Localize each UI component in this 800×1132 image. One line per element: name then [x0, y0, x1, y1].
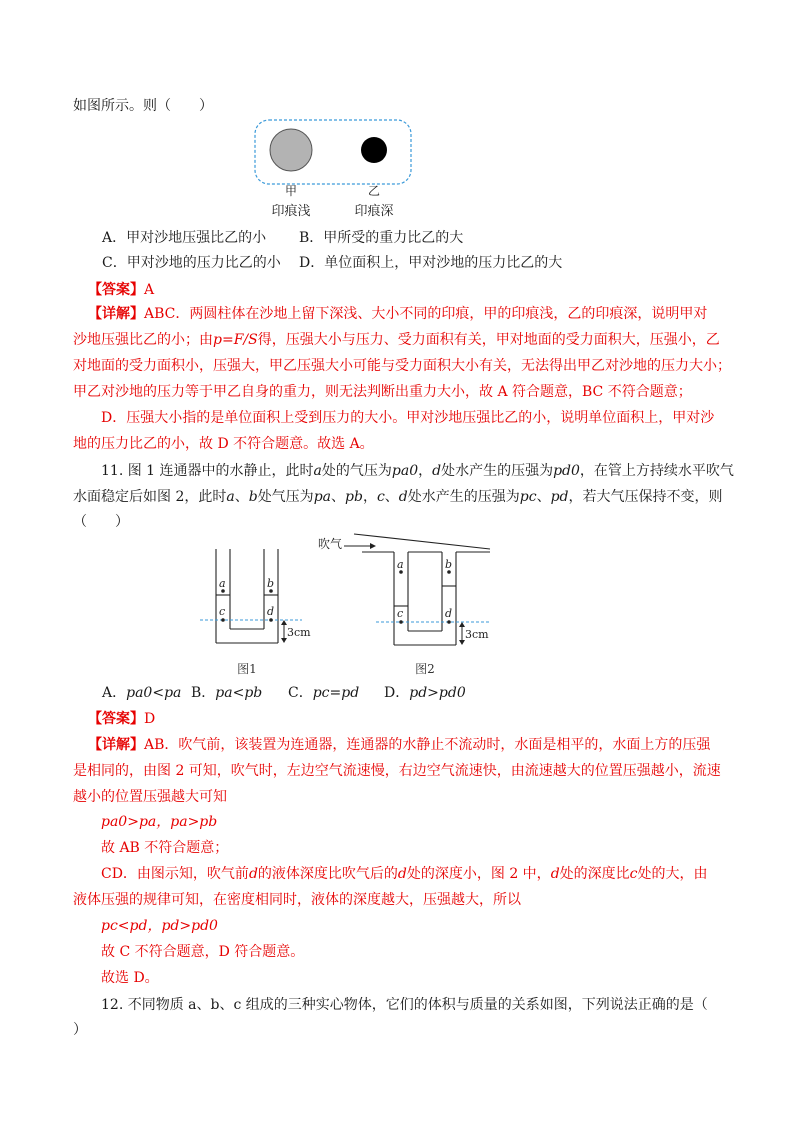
q11-option-b: B．pa<pb [191, 685, 263, 701]
q10-stem-tail: 如图所示。则（ ） [73, 98, 213, 114]
height-label: 3cm [465, 628, 489, 641]
q12-stem-line-1: 12. 不同物质 a、b、c 组成的三种实心物体，它们的体积与质量的关系如图，下列说法正确的是（ [101, 997, 708, 1013]
fig2-caption: 图2 [415, 662, 435, 676]
q10-detail-line-3: 对地面的受力面积小，压强大，甲乙压强大小可能与受力面积大小有关，无法得出甲乙对沙地的压力大小； [73, 358, 731, 374]
answer-value: D [144, 711, 156, 727]
q10-detail-line-4: 甲乙对沙地的压力等于甲乙自身的重力，则无法判断出重力大小，故 A 符合题意，BC 不符合题意； [73, 384, 692, 400]
q11-detail-line-3: 越小的位置压强越大可知 [73, 789, 227, 805]
detail-text: 沙地压强比乙的小；由 [73, 332, 213, 348]
blow-label: 吹气 [318, 537, 343, 551]
detail-tag: 【详解】 [88, 306, 144, 322]
fig1-caption: 图1 [237, 662, 257, 676]
point-b-label: b [267, 577, 275, 590]
label-jia-note: 印痕浅 [271, 204, 311, 219]
q11-figure-2 [310, 528, 500, 676]
answer-value: A [144, 282, 155, 298]
answer-tag: 【答案】 [88, 711, 144, 727]
q10-option-d: D．单位面积上，甲对沙地的压力比乙的大 [299, 255, 563, 271]
q12-stem-line-2: ） [73, 1022, 87, 1038]
q11-option-c: C．pc=pd [288, 685, 360, 701]
q11-option-a: A．pa0<pa [102, 685, 182, 701]
q11-figure-1 [196, 545, 311, 676]
q11-detail-line-6: CD．由图示知，吹气前d的液体深度比吹气后的d处的深度小，图 2 中，d处的深度比c处的大，由 [101, 866, 708, 882]
imprint-yi [361, 137, 387, 163]
q10-detail-line-2 [73, 330, 720, 350]
q11-option-d: D．pd>pd0 [384, 685, 466, 701]
point-a-label: a [397, 558, 404, 571]
q11-stem-line-2: 水面稳定后如图 2，此时a、b处气压为pa、pb，c、d处水产生的压强为pc、pd，若大气压保持不变，则 [73, 489, 723, 505]
q10-option-c: C．甲对沙地的压力比乙的小 [102, 255, 281, 271]
point-a-label: a [219, 577, 226, 590]
q10-answer [88, 280, 154, 300]
q10-detail-line-1 [88, 304, 707, 324]
q11-detail-formula-2: pc<pd，pd>pd0 [101, 918, 218, 934]
q10-detail-line-6: 地的压力比乙的小，故 D 不符合题意。故选 A。 [73, 436, 374, 452]
label-yi-note: 印痕深 [354, 204, 394, 219]
q10-option-a: A．甲对沙地压强比乙的小 [102, 230, 267, 246]
point-c-label: c [397, 607, 404, 620]
q11-detail-formula-1: pa0>pa，pa>pb [101, 814, 218, 830]
point-c-label: c [219, 605, 226, 618]
q10-option-b: B．甲所受的重力比乙的大 [299, 230, 464, 246]
q11-answer [88, 709, 155, 729]
label-yi: 乙 [367, 184, 381, 198]
label-jia: 甲 [284, 184, 298, 198]
q11-detail-line-2: 是相同的，由图 2 可知，吹气时，左边空气流速慢，右边空气流速快，由流速越大的位置压强越小，流速 [73, 763, 721, 779]
point-b-label: b [445, 558, 453, 571]
point-d-label: d [445, 607, 453, 620]
q11-detail-line-5: 故 AB 不符合题意； [101, 840, 229, 856]
q11-detail-line-1 [88, 735, 710, 755]
q10-figure [250, 118, 420, 220]
q11-stem-line-3: （ ） [73, 514, 129, 530]
q11-stem-line-1: 11. 图 1 连通器中的水静止，此时a处的气压为pa0，d处水产生的压强为pd0，在管上方持续水平吹气 [101, 463, 734, 479]
pressure-formula: p=F/S [213, 332, 258, 348]
imprint-jia [270, 129, 312, 171]
answer-tag: 【答案】 [88, 282, 144, 298]
q11-detail-line-7: 液体压强的规律可知，在密度相同时，液体的深度越大，压强越大，所以 [73, 892, 521, 908]
detail-tag: 【详解】 [88, 737, 144, 753]
detail-text: ABC．两圆柱体在沙地上留下深浅、大小不同的印痕，甲的印痕浅，乙的印痕深，说明甲对 [144, 306, 708, 322]
q10-detail-line-5: D．压强大小指的是单位面积上受到压力的大小。甲对沙地压强比乙的小，说明单位面积上，甲对沙 [101, 410, 715, 426]
q11-detail-line-9: 故 C 不符合题意，D 符合题意。 [101, 944, 305, 960]
detail-text: AB．吹气前，该装置为连通器，连通器的水静止不流动时，水面是相平的，水面上方的压强 [144, 737, 711, 753]
q11-detail-line-10: 故选 D。 [101, 970, 159, 986]
point-d-label: d [267, 605, 275, 618]
height-label: 3cm [287, 626, 311, 639]
detail-text: 得，压强大小与压力、受力面积有关，甲对地面的受力面积大，压强小，乙 [257, 332, 720, 348]
